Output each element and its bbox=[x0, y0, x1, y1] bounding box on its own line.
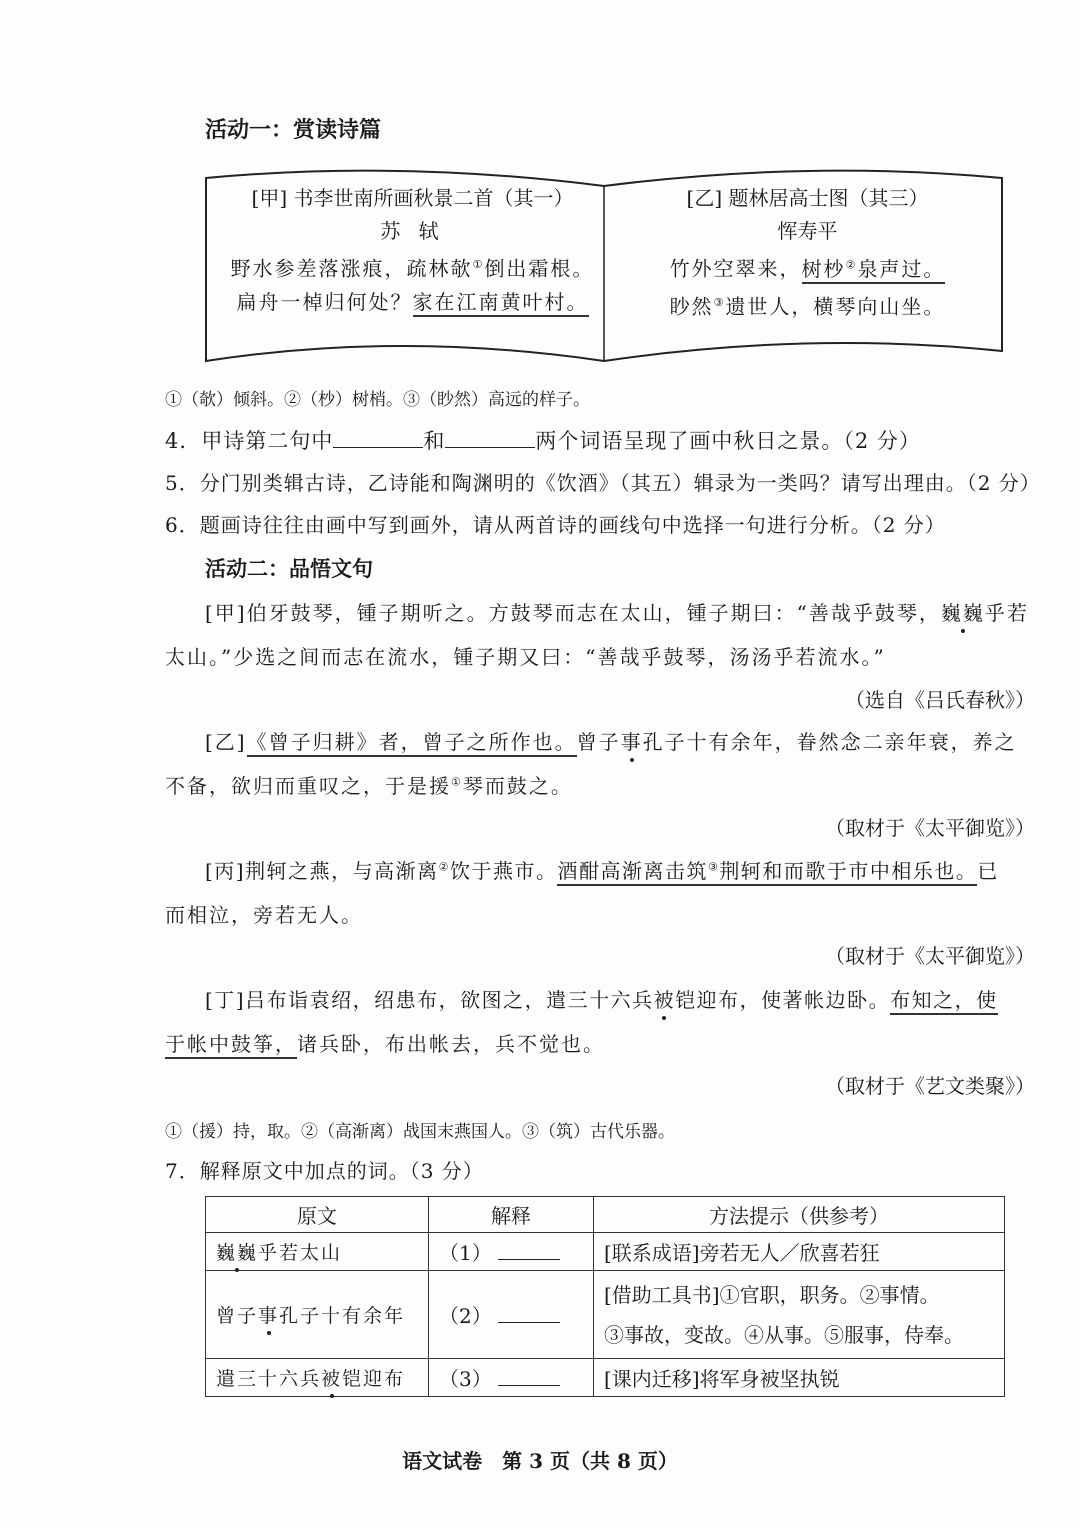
question-7: 7．解释原文中加点的词。（3 分） bbox=[165, 1159, 484, 1183]
text-b-source: （取材于《太平御览》） bbox=[825, 816, 1035, 840]
text-d-line2: 于帐中鼓筝，诸兵卧，布出帐去，兵不觉也。 bbox=[165, 1028, 605, 1057]
table-cell-hint: [课内迁移]将军身被坚执锐 bbox=[594, 1359, 1005, 1397]
table-header: 方法提示（供参考） bbox=[594, 1197, 1005, 1233]
table-cell-original: 遣三十六兵被铠迎布 bbox=[206, 1359, 429, 1397]
text-d-source: （取材于《艺文类聚》） bbox=[825, 1074, 1035, 1098]
table-row bbox=[206, 1233, 1005, 1271]
activity2-heading: 活动二：品悟文句 bbox=[205, 557, 373, 581]
text-a-line1: [甲]伯牙鼓琴，锺子期听之。方鼓琴而志在太山，锺子期曰：“善哉乎鼓琴，巍巍乎若 bbox=[205, 601, 1029, 625]
question-5: 5．分门别类辑古诗，乙诗能和陶渊明的《饮酒》（其五）辑录为一类吗？请写出理由。（2 分） bbox=[165, 471, 1041, 495]
poem-b-line2: 眇然③遗世人，横琴向山坐。 bbox=[669, 294, 946, 319]
text-a-line2: 太山。”少选之间而志在流水，锺子期又曰：“善哉乎鼓琴，汤汤乎若流水。” bbox=[165, 645, 886, 669]
text-a-source: （选自《吕氏春秋》） bbox=[845, 688, 1035, 712]
table-header-row bbox=[206, 1197, 1005, 1233]
table-cell-answer: （2） bbox=[429, 1271, 594, 1359]
activity1-heading: 活动一：赏读诗篇 bbox=[205, 118, 382, 143]
poem-b bbox=[620, 182, 995, 323]
text-c-line2: 而相泣，旁若无人。 bbox=[165, 903, 363, 927]
text-d-line1: [丁]吕布诣袁绍，绍患布，欲图之，遣三十六兵被铠迎布，使著帐边卧。布知之，使 bbox=[205, 984, 998, 1013]
text-b-line1: [乙]《曾子归耕》者，曾子之所作也。曾子事孔子十有余年，眷然念二亲年衰，养之 bbox=[205, 726, 1017, 755]
table-cell-hint: [借助工具书]①官职，职务。②事情。 ③事故，变故。④从事。⑤服事，侍奉。 bbox=[594, 1271, 1005, 1359]
poem-b-line1: 竹外空翠来，树杪②泉声过。 bbox=[620, 248, 995, 286]
answer-blank-4a[interactable] bbox=[333, 427, 423, 448]
poem-a-author: 苏 轼 bbox=[380, 219, 445, 243]
table-cell-answer: （3） bbox=[429, 1359, 594, 1397]
footnotes-1: ①（欹）倾斜。②（杪）树梢。③（眇然）高远的样子。 bbox=[165, 390, 590, 410]
footnotes-2: ①（援）持，取。②（高渐离）战国末燕国人。③（筑）古代乐器。 bbox=[165, 1122, 675, 1142]
answer-blank-4b[interactable] bbox=[445, 427, 535, 448]
table-cell-answer: （1） bbox=[429, 1233, 594, 1271]
table-row bbox=[206, 1359, 1005, 1397]
table-cell-original: 曾子事孔子十有余年 bbox=[206, 1271, 429, 1359]
poem-a-title: [甲] 书李世南所画秋景二首（其一） bbox=[251, 186, 574, 210]
question-4: 4．甲诗第二句中 和 两个词语呈现了画中秋日之景。（2 分） bbox=[165, 429, 921, 453]
answer-blank-7-3[interactable] bbox=[498, 1367, 560, 1386]
table-cell-hint: [联系成语]旁若无人／欣喜若狂 bbox=[594, 1233, 1005, 1271]
answer-blank-7-1[interactable] bbox=[498, 1241, 560, 1260]
table-header: 原文 bbox=[206, 1197, 429, 1233]
poem-a bbox=[215, 182, 610, 319]
poem-b-author: 恽寿平 bbox=[777, 219, 838, 243]
text-b-line2: 不备，欲归而重叹之，于是援①琴而鼓之。 bbox=[165, 774, 573, 798]
answer-blank-7-2[interactable] bbox=[498, 1304, 560, 1323]
page-footer: 语文试卷 第 3 页（共 8 页） bbox=[402, 1449, 678, 1473]
text-c-line1: [丙]荆轲之燕，与高渐离②饮于燕市。酒酣高渐离击筑③荆轲和而歌于市中相乐也。已 bbox=[205, 855, 999, 884]
table-header: 解释 bbox=[429, 1197, 594, 1233]
table-cell-original: 巍巍乎若太山 bbox=[206, 1233, 429, 1271]
question-6: 6．题画诗往往由画中写到画外，请从两首诗的画线句中选择一句进行分析。（2 分） bbox=[165, 513, 946, 537]
poem-a-line2: 扁舟一棹归何处？家在江南黄叶村。 bbox=[215, 286, 610, 319]
poem-b-title: [乙] 题林居高士图（其三） bbox=[686, 186, 929, 210]
table-row bbox=[206, 1271, 1005, 1359]
answer-table bbox=[205, 1196, 1005, 1397]
poem-a-line1: 野水参差落涨痕，疏林欹①倒出霜根。 bbox=[230, 256, 595, 281]
text-c-source: （取材于《太平御览》） bbox=[825, 944, 1035, 968]
